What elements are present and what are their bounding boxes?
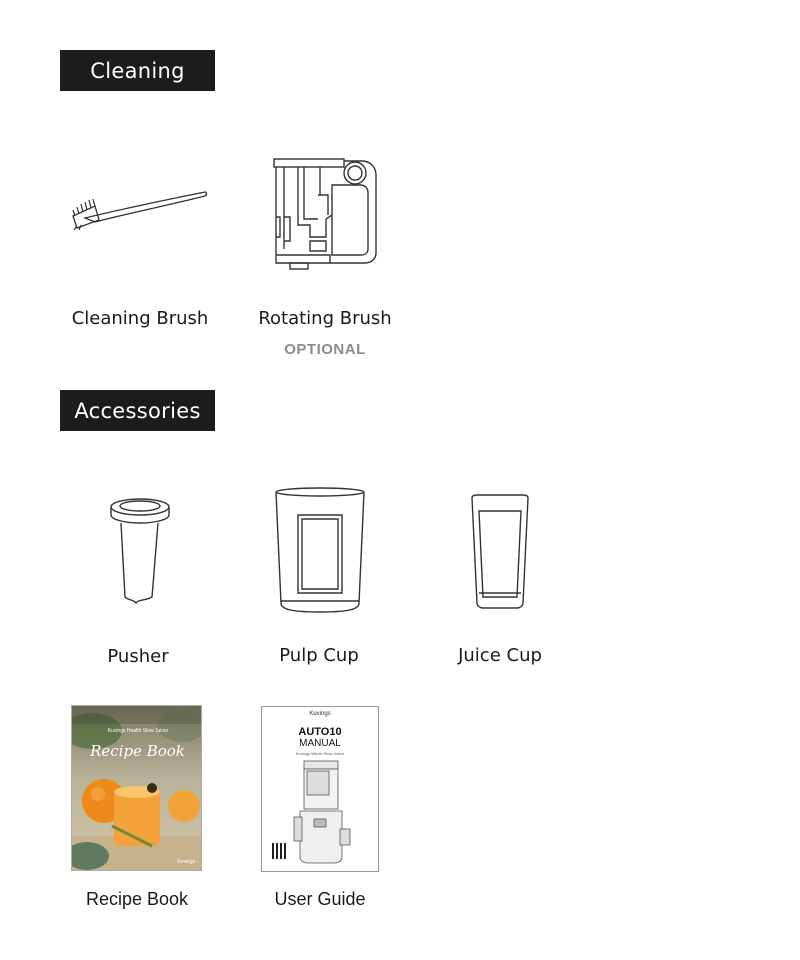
section-title-cleaning: Cleaning bbox=[60, 50, 215, 91]
pulp-cup-icon bbox=[270, 485, 370, 615]
juicer-illustration bbox=[290, 757, 352, 867]
manual-brand-logo: Kuvings bbox=[309, 711, 331, 717]
pusher-label: Pusher bbox=[107, 646, 169, 667]
user-guide-label: User Guide bbox=[274, 889, 366, 909]
manual-title: MANUAL bbox=[299, 738, 341, 749]
cleaning-brush-label: Cleaning Brush bbox=[71, 308, 209, 329]
pusher-icon bbox=[105, 495, 175, 607]
cleaning-brush-icon bbox=[65, 180, 215, 240]
rotating-brush-icon bbox=[270, 155, 380, 270]
section-title-accessories: Accessories bbox=[60, 390, 215, 431]
manual-subtitle: Kuvings Whole Slow Juicer bbox=[295, 751, 345, 756]
qr-code bbox=[272, 843, 288, 859]
juice-cup-label: Juice Cup bbox=[458, 645, 542, 666]
manual-model: AUTO10 bbox=[298, 726, 342, 738]
pulp-cup-label: Pulp Cup bbox=[279, 645, 359, 666]
recipe-brand-logo: Kuvings bbox=[177, 859, 195, 865]
recipe-book-cover bbox=[71, 705, 202, 871]
recipe-cover-title: Recipe Book bbox=[90, 742, 185, 760]
recipe-book-label: Recipe Book bbox=[85, 889, 189, 909]
user-guide-cover bbox=[261, 706, 379, 872]
juice-cup-icon bbox=[465, 493, 535, 611]
optional-badge: OPTIONAL bbox=[284, 341, 366, 358]
rotating-brush-label: Rotating Brush bbox=[258, 308, 392, 329]
recipe-tagline: Kuvings Health Slow Juicer bbox=[107, 728, 169, 734]
